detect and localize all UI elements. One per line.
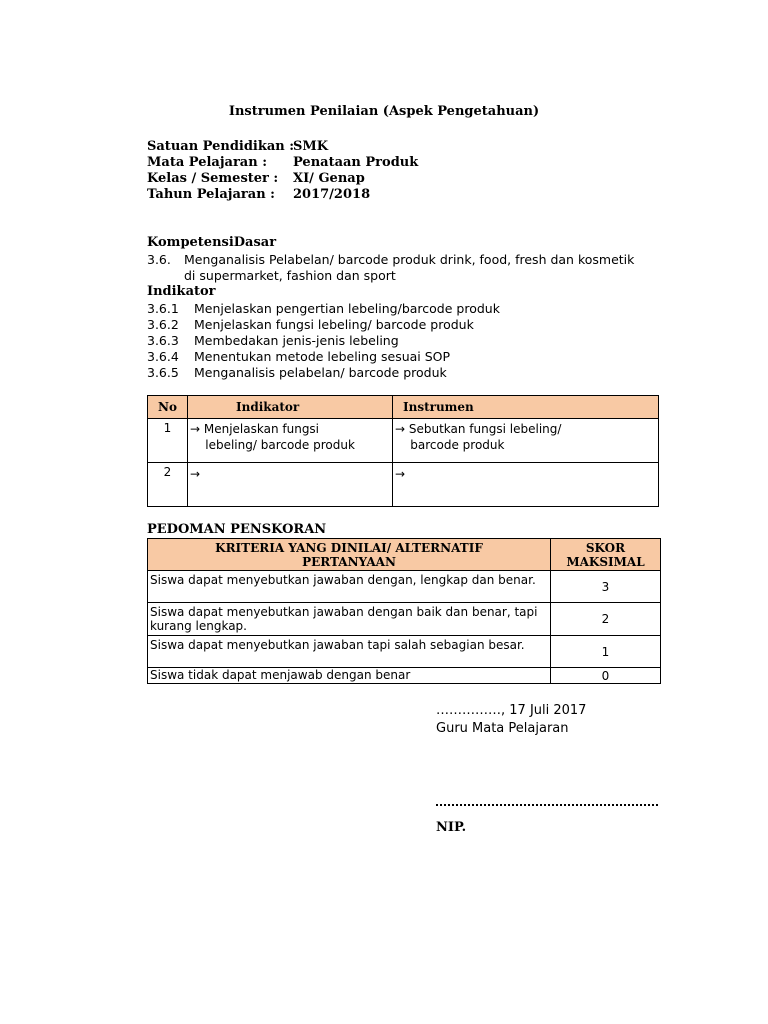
signature-line — [436, 798, 658, 806]
signature-date: ……………, 17 Juli 2017 — [436, 703, 587, 718]
header-kriteria: KRITERIA YANG DINILAI/ ALTERNATIF PERTANYAAN — [148, 539, 551, 571]
table-row — [148, 419, 659, 463]
info-label: Satuan Pendidikan : — [147, 139, 295, 154]
indikator-number: 3.6.2 — [147, 317, 179, 332]
header-indikator: Indikator — [188, 396, 393, 419]
info-label: Tahun Pelajaran : — [147, 187, 275, 202]
kompetensi-item — [147, 252, 647, 286]
document-title: Instrumen Penilaian (Aspek Pengetahuan) — [228, 104, 540, 119]
info-label: Mata Pelajaran : — [147, 155, 268, 170]
table-header-row — [148, 539, 661, 571]
instrument-table — [147, 395, 659, 507]
kompetensi-text: Menganalisis Pelabelan/ barcode produk drink, food, fresh dan kosmetik di supermarket, fashion dan sport — [184, 252, 635, 283]
indikator-text: Membedakan jenis-jenis lebeling — [194, 333, 399, 348]
info-label: Kelas / Semester : — [147, 171, 279, 186]
cell-no: 1 — [148, 419, 188, 463]
cell-indikator: → — [188, 463, 393, 507]
header-no: No — [148, 396, 188, 419]
table-row — [148, 463, 659, 507]
cell-instrumen: → Sebutkan fungsi lebeling/ barcode produk — [393, 419, 659, 463]
kompetensi-number: 3.6. — [147, 252, 171, 267]
info-value: SMK — [293, 139, 329, 154]
cell-kriteria: Siswa dapat menyebutkan jawaban dengan baik dan benar, tapi kurang lengkap. — [148, 603, 551, 636]
indikator-heading: Indikator — [147, 284, 216, 299]
cell-indikator: → Menjelaskan fungsi lebeling/ barcode produk — [188, 419, 393, 463]
header-skor: SKOR MAKSIMAL — [551, 539, 661, 571]
table-row — [148, 571, 661, 603]
indikator-text: Menganalisis pelabelan/ barcode produk — [194, 365, 447, 380]
indikator-text: Menentukan metode lebeling sesuai SOP — [194, 349, 451, 364]
cell-skor: 0 — [551, 668, 661, 684]
indikator-text: Menjelaskan fungsi lebeling/ barcode produk — [194, 317, 474, 332]
cell-kriteria: Siswa tidak dapat menjawab dengan benar — [148, 668, 551, 684]
info-value: XI/ Genap — [293, 171, 365, 186]
cell-skor: 3 — [551, 571, 661, 603]
cell-kriteria: Siswa dapat menyebutkan jawaban tapi salah sebagian besar. — [148, 636, 551, 668]
header-instrumen: Instrumen — [393, 396, 659, 419]
scoring-table — [147, 538, 661, 684]
table-row — [148, 603, 661, 636]
cell-no: 2 — [148, 463, 188, 507]
cell-skor: 1 — [551, 636, 661, 668]
cell-kriteria: Siswa dapat menyebutkan jawaban dengan, lengkap dan benar. — [148, 571, 551, 603]
table-row — [148, 668, 661, 684]
table-row — [148, 636, 661, 668]
info-value: Penataan Produk — [293, 155, 419, 170]
signature-nip: NIP. — [436, 820, 467, 835]
indikator-number: 3.6.1 — [147, 301, 179, 316]
table-header-row — [148, 396, 659, 419]
indikator-number: 3.6.5 — [147, 365, 179, 380]
cell-instrumen: → — [393, 463, 659, 507]
cell-skor: 2 — [551, 603, 661, 636]
indikator-number: 3.6.3 — [147, 333, 179, 348]
indikator-text: Menjelaskan pengertian lebeling/barcode produk — [194, 301, 500, 316]
kompetensi-heading: KompetensiDasar — [147, 235, 277, 250]
pedoman-heading: PEDOMAN PENSKORAN — [147, 522, 327, 537]
indikator-number: 3.6.4 — [147, 349, 179, 364]
info-value: 2017/2018 — [293, 187, 371, 202]
signature-role: Guru Mata Pelajaran — [436, 721, 569, 736]
